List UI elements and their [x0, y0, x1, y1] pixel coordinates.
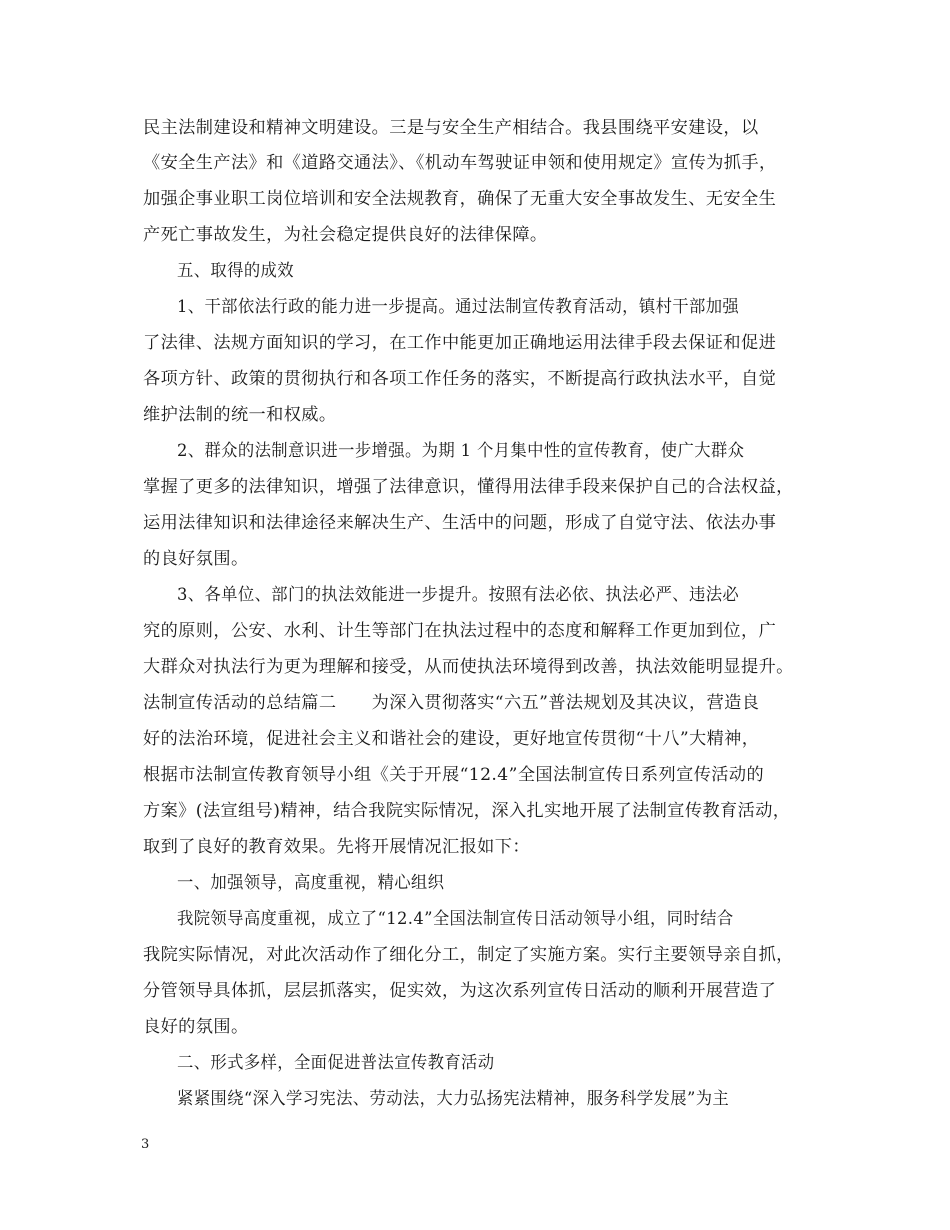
section-heading: 二、形式多样，全面促进普法宣传教育活动	[177, 1053, 495, 1073]
paragraph-line: 产死亡事故发生，为社会稳定提供良好的法律保障。	[143, 225, 548, 245]
paragraph-line: 良好的氛围。	[143, 1017, 249, 1037]
paragraph-line: 各项方针、政策的贯彻执行和各项工作任务的落实，不断提高行政执法水平，自觉	[143, 369, 777, 389]
paragraph-line: 2、群众的法制意识进一步增强。为期 1 个月集中性的宣传教育，使广大群众	[177, 441, 745, 461]
paragraph-line: 取到了良好的教育效果。先将开展情况汇报如下：	[143, 837, 530, 857]
paragraph-line: 1、干部依法行政的能力进一步提高。通过法制宣传教育活动，镇村干部加强	[177, 297, 740, 317]
paragraph-line: 好的法治环境，促进社会主义和谐社会的建设，更好地宣传贯彻“十八”大精神，	[143, 729, 760, 749]
paragraph-line: 究的原则，公安、水利、计生等部门在执法过程中的态度和解释工作更加到位，广	[143, 621, 777, 641]
page-number: 3	[141, 1137, 150, 1152]
section-heading: 一、加强领导，高度重视，精心组织	[177, 873, 445, 893]
paragraph-line: 掌握了更多的法律知识，增强了法律意识，懂得用法律手段来保护自己的合法权益，	[143, 477, 794, 497]
paragraph-line: 《安全生产法》和《道路交通法》、《机动车驾驶证申领和使用规定》宣传为抓手，	[143, 153, 777, 173]
paragraph-line: 紧紧围绕“深入学习宪法、劳动法，大力弘扬宪法精神，服务科学发展”为主	[177, 1089, 730, 1109]
paragraph-line: 运用法律知识和法律途径来解决生产、生活中的问题，形成了自觉守法、依法办事	[143, 513, 777, 533]
paragraph-line: 民主法制建设和精神文明建设。三是与安全生产相结合。我县围绕平安建设，以	[143, 118, 759, 138]
paragraph-line: 法制宣传活动的总结篇二 为深入贯彻落实“六五”普法规划及其决议，营造良	[143, 693, 760, 713]
paragraph-line: 维护法制的统一和权威。	[143, 405, 337, 425]
section-heading: 五、取得的成效	[177, 261, 294, 281]
paragraph-line: 方案》(法宣组号)精神，结合我院实际情况，深入扎实地开展了法制宣传教育活动，	[143, 801, 791, 821]
paragraph-line: 我院领导高度重视，成立了“12.4”全国法制宣传日活动领导小组，同时结合	[177, 909, 734, 929]
paragraph-line: 的良好氛围。	[143, 549, 249, 569]
paragraph-line: 了法律、法规方面知识的学习，在工作中能更加正确地运用法律手段去保证和促进	[143, 333, 777, 353]
paragraph-line: 3、各单位、部门的执法效能进一步提升。按照有法必依、执法必严、违法必	[177, 585, 740, 605]
paragraph-line: 分管领导具体抓，层层抓落实，促实效，为这次系列宣传日活动的顺利开展营造了	[143, 981, 777, 1001]
paragraph-line: 我院实际情况，对此次活动作了细化分工，制定了实施方案。实行主要领导亲自抓，	[143, 945, 794, 965]
paragraph-line: 加强企事业职工岗位培训和安全法规教育，确保了无重大安全事故发生、无安全生	[143, 189, 777, 209]
paragraph-line: 大群众对执法行为更为理解和接受，从而使执法环境得到改善，执法效能明显提升。	[143, 657, 794, 677]
paragraph-line: 根据市法制宣传教育领导小组《关于开展“12.4”全国法制宣传日系列宣传活动的	[143, 765, 765, 785]
